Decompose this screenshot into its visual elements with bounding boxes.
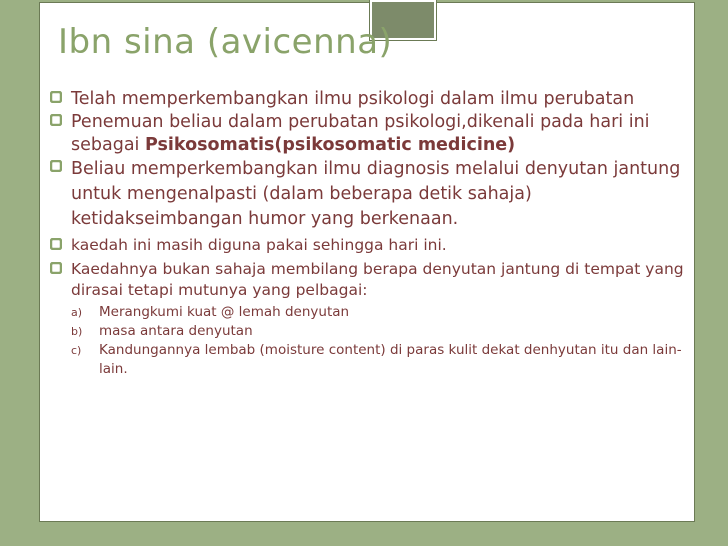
sub-list (71, 303, 690, 379)
bullet-item (50, 157, 690, 232)
bullet-item (50, 88, 690, 111)
bullet-text: kaedah ini masih diguna pakai sehingga hari ini. (71, 236, 447, 254)
square-bullet-icon (50, 91, 62, 103)
bullet-item (50, 235, 690, 256)
sub-item (71, 303, 690, 322)
square-bullet-icon (50, 114, 62, 126)
bullet-text: Kaedahnya bukan sahaja membilang berapa denyutan jantung di tempat yang dirasai tetapi mutunya yang pelbagai: (71, 260, 684, 299)
bullet-item (50, 111, 690, 157)
sub-item-text: Kandungannya lembab (moisture content) di paras kulit dekat denhyutan itu dan lain-lain. (99, 342, 682, 377)
bullet-text: Telah memperkembangkan ilmu psikologi dalam ilmu perubatan (71, 89, 635, 109)
sub-item-text: masa antara denyutan (99, 323, 253, 339)
square-bullet-icon (50, 262, 62, 274)
sub-item (71, 322, 690, 341)
bullet-text: Beliau memperkembangkan ilmu diagnosis melalui denyutan jantung untuk mengenalpasti (dalam beberapa detik sahaja) ketidakseimbangan humor yang berkenaan. (71, 159, 681, 229)
sub-item-marker: c) (71, 344, 82, 357)
sub-item-marker: b) (71, 325, 83, 338)
bullet-item (50, 259, 690, 379)
sub-item (71, 341, 690, 379)
bullet-bold-term: Psikosomatis(psikosomatic medicine) (144, 135, 516, 155)
slide-title: Ibn sina (avicenna) (58, 22, 393, 62)
bullet-list (50, 88, 690, 379)
square-bullet-icon (50, 160, 62, 172)
bullet-text: Penemuan beliau dalam perubatan psikologi,dikenali pada hari ini sebagai (71, 112, 650, 155)
sub-item-text: Merangkumi kuat @ lemah denyutan (99, 304, 350, 320)
sub-item-marker: a) (71, 306, 83, 319)
square-bullet-icon (50, 238, 62, 250)
